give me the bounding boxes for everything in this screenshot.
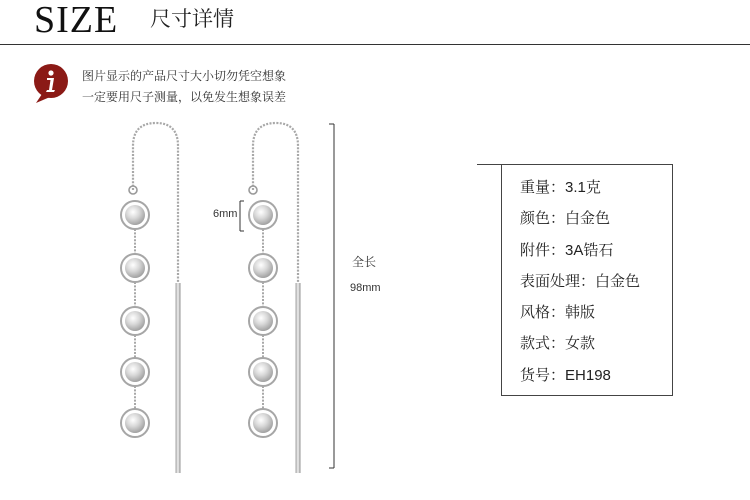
spec-style: 风格：韩版: [520, 304, 596, 322]
notice-line-2: 一定要用尺子测量，以免发生想象误差: [82, 90, 287, 104]
spec-color: 颜色：白金色: [520, 210, 611, 228]
page-header: [0, 0, 750, 46]
item-height-label: 6mm: [213, 208, 238, 220]
earring-right: [249, 123, 301, 473]
spec-type: 款式：女款: [520, 335, 596, 353]
info-i-icon: [32, 62, 72, 104]
total-length-bracket: [329, 124, 334, 468]
spec-accessory: 附件：3A锆石: [520, 241, 614, 259]
size-subheading: 尺寸详情: [150, 8, 234, 31]
total-length-value: 98mm: [350, 282, 381, 294]
earring-illustration: [100, 118, 340, 488]
spec-box: [501, 164, 673, 396]
notice-line-1: 图片显示的产品尺寸大小切勿凭空想象: [82, 69, 287, 83]
header-divider: [0, 44, 750, 45]
earring-product-image: [100, 118, 340, 488]
spec-surface: 表面处理：白金色: [520, 272, 641, 290]
earring-left: [121, 123, 181, 473]
item-height-bracket: [240, 201, 244, 231]
spec-weight: 重量：3.1克: [520, 179, 601, 196]
total-length-label: 全长: [352, 255, 377, 269]
spec-list: [520, 177, 640, 396]
spec-sku: 货号：EH198: [520, 366, 611, 384]
size-heading: SIZE: [34, 0, 119, 41]
spec-connector-line: [477, 164, 503, 165]
